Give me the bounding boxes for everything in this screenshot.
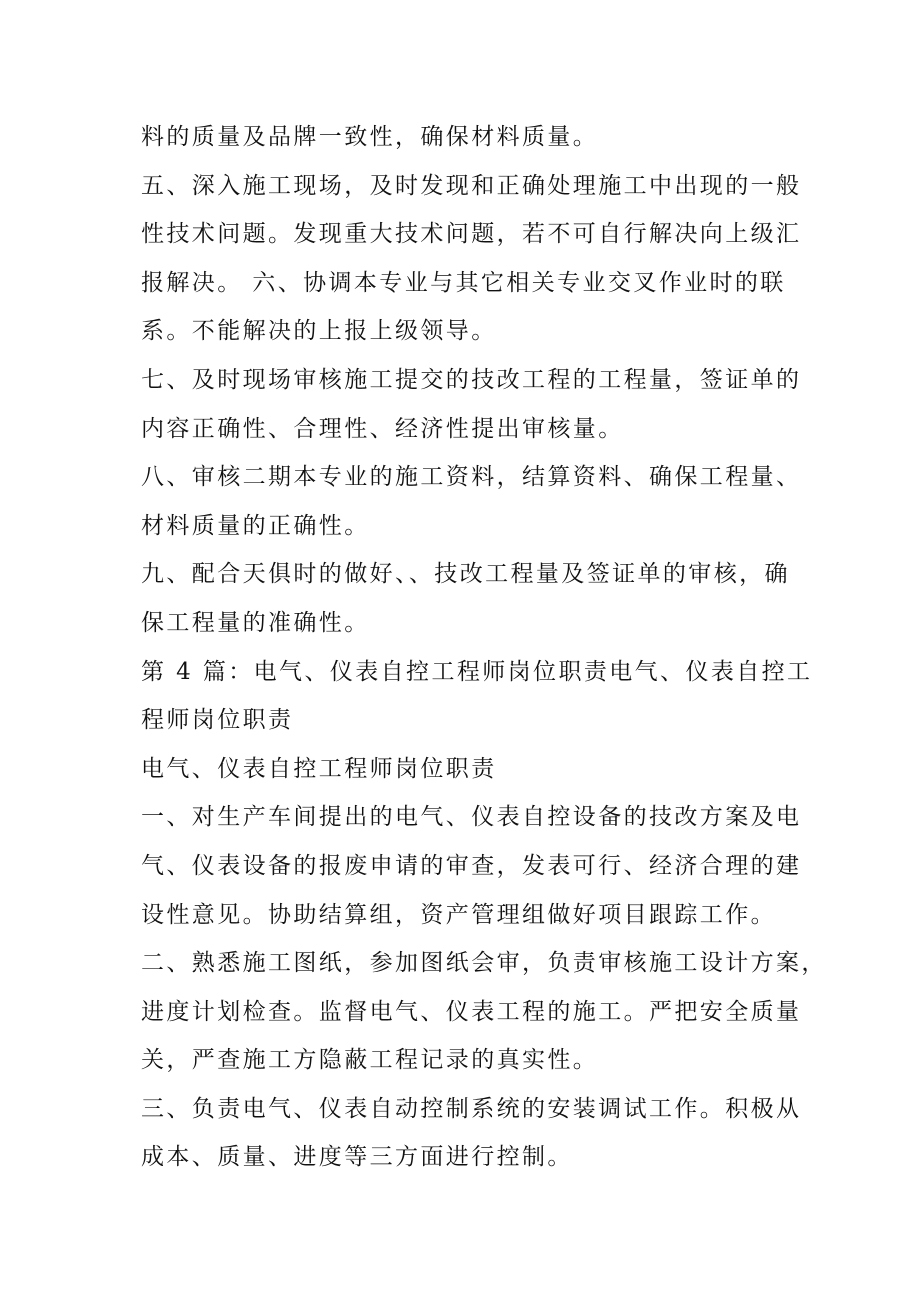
- text-line: 电气、仪表自控工程师岗位职责: [141, 755, 497, 782]
- document-body: [141, 113, 827, 1182]
- section-heading-line: 程师岗位职责: [141, 707, 294, 734]
- text-line: 三、负责电气、仪表自动控制系统的安装调试工作。积极从: [141, 1095, 802, 1122]
- text-line: 系。不能解决的上报上级领导。: [141, 318, 497, 345]
- text-line: 八、审核二期本专业的施工资料，结算资料、确保工程量、: [141, 464, 802, 491]
- text-line: 性技术问题。发现重大技术问题，若不可自行解决向上级汇: [141, 221, 802, 248]
- text-line: 内容正确性、合理性、经济性提出审核量。: [141, 415, 624, 442]
- text-line: 关，严查施工方隐蔽工程记录的真实性。: [141, 1047, 599, 1074]
- text-line: 料的质量及品牌一致性，确保材料质量。: [141, 124, 599, 150]
- text-line: 成本、质量、进度等三方面进行控制。: [141, 1144, 573, 1171]
- text-line: 五、深入施工现场，及时发现和正确处理施工中出现的一般: [141, 172, 802, 199]
- text-line: 材料质量的正确性。: [141, 512, 370, 539]
- text-line: 报解决。 六、协调本专业与其它相关专业交叉作业时的联: [141, 269, 786, 296]
- text-line: 一、对生产车间提出的电气、仪表自控设备的技改方案及电: [141, 804, 802, 831]
- text-line: 进度计划检查。监督电气、仪表工程的施工。严把安全质量: [141, 998, 802, 1025]
- text-line: 气、仪表设备的报废申请的审查，发表可行、经济合理的建: [141, 852, 802, 879]
- text-line: 保工程量的准确性。: [141, 609, 370, 636]
- text-line: 九、配合天俱时的做好、、技改工程量及签证单的审核，确: [141, 561, 790, 588]
- text-line: 七、及时现场审核施工提交的技改工程的工程量，签证单的: [141, 366, 802, 393]
- text-line: 二、熟悉施工图纸，参加图纸会审，负责审核施工设计方案，: [141, 950, 827, 977]
- section-heading-line: 第 4 篇：电气、仪表自控工程师岗位职责电气、仪表自控工: [141, 658, 813, 685]
- text-line: 设性意见。协助结算组，资产管理组做好项目跟踪工作。: [141, 901, 776, 928]
